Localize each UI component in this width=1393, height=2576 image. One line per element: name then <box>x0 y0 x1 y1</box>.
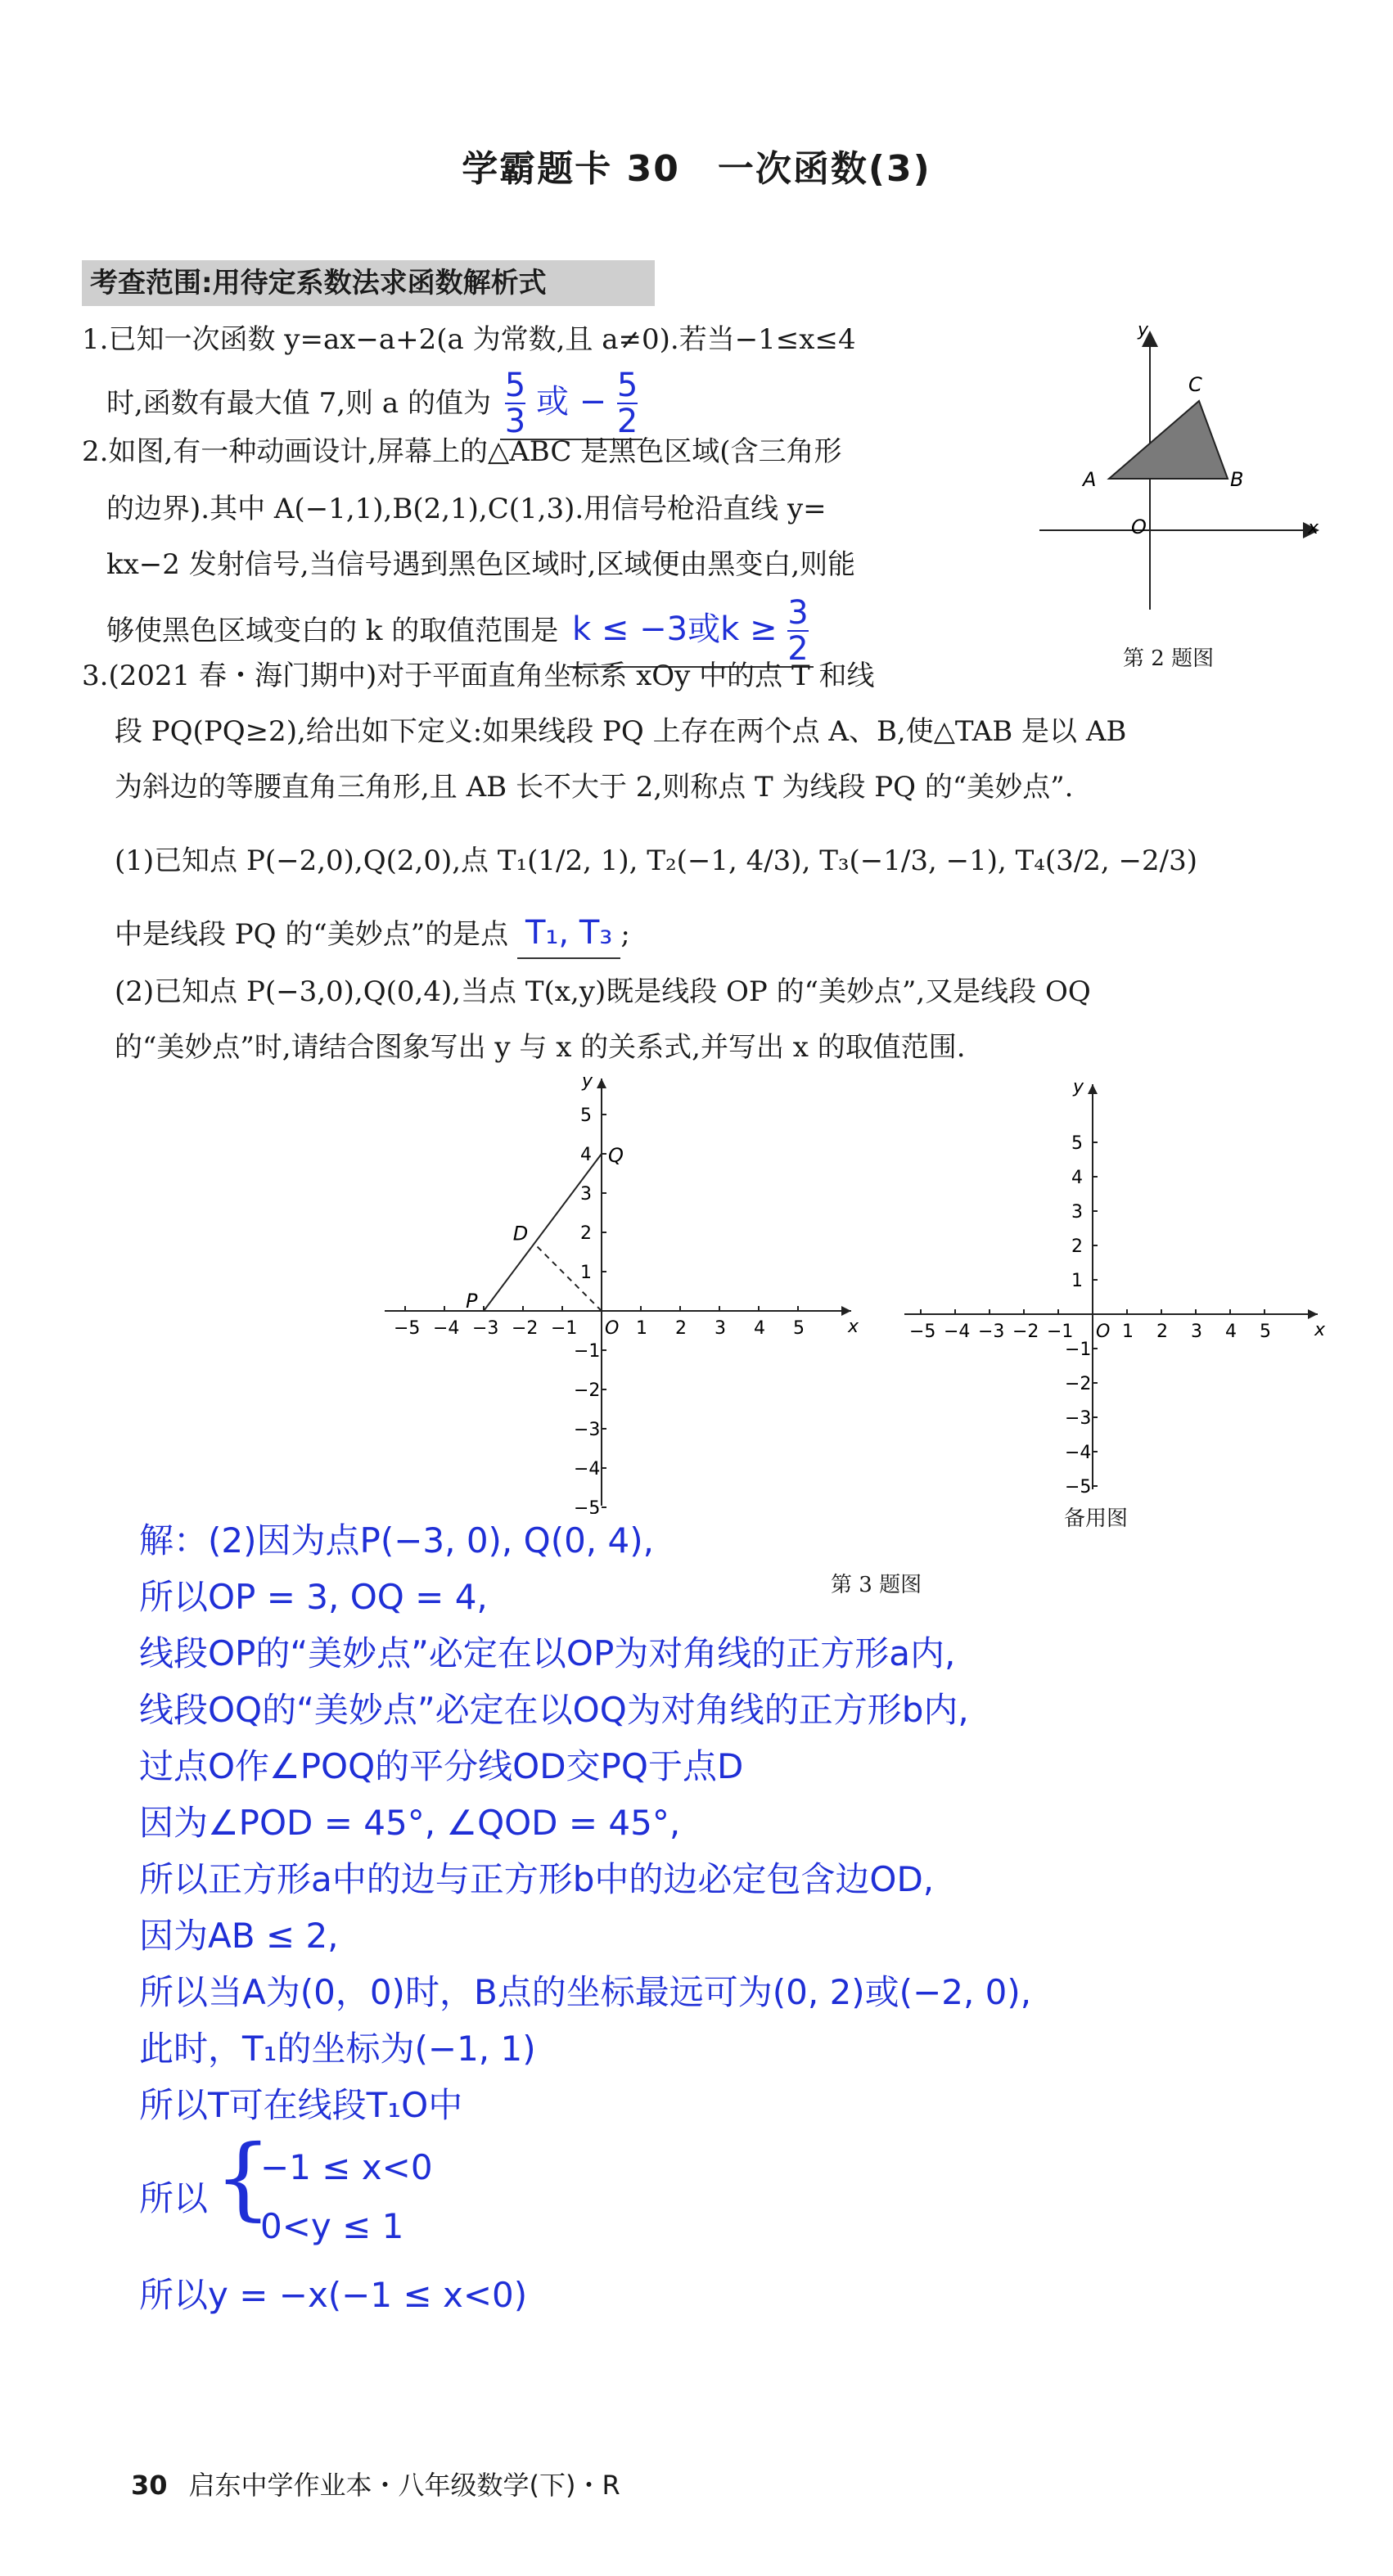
solution-line-6: 因为∠POD = 45°, ∠QOD = 45°, <box>139 1803 681 1843</box>
solution-line-12-prefix: 所以 <box>139 2178 209 2218</box>
footer-text: 启东中学作业本・八年级数学(下)・R <box>188 2470 620 2501</box>
spare-x-tick-label: −3 <box>978 1322 1005 1342</box>
q3-part1-line2-prefix: 中是线段 PQ 的“美妙点”的是点 <box>115 918 509 951</box>
q3-x-tick-label: 2 <box>675 1318 687 1339</box>
q2-figure <box>1023 319 1326 622</box>
q3-x-tick-label: −4 <box>433 1318 460 1339</box>
q2-line2: 的边界).其中 A(−1,1),B(2,1),C(1,3).用信号枪沿直线 y= <box>106 493 827 525</box>
spare-x-tick-label: −5 <box>909 1322 936 1342</box>
q3-line2: 段 PQ(PQ≥2),给出如下定义:如果线段 PQ 上存在两个点 A、B,使△TAB 是以 AB <box>115 715 1127 748</box>
footer <box>131 2465 620 2502</box>
q3-x-label: x <box>848 1317 859 1337</box>
solution-line-1: 解：(2)因为点P(−3, 0), Q(0, 4), <box>139 1520 654 1560</box>
q3-point-t1: T₁(1/2, 1) <box>497 844 629 877</box>
q3-x-tick-label: −2 <box>512 1318 539 1339</box>
spare-x-arrow <box>1308 1309 1318 1319</box>
q3-x-tick-label: −5 <box>394 1318 421 1339</box>
q3-y-tick-label: −5 <box>574 1498 601 1514</box>
spare-x-tick-label: 2 <box>1156 1322 1168 1342</box>
q3-y-tick-label: −4 <box>574 1459 601 1479</box>
frac-den: 2 <box>616 403 638 440</box>
q3-graph <box>381 1072 863 1514</box>
solution-system-2: 0<y ≤ 1 <box>260 2206 404 2246</box>
spare-x-tick-label: −2 <box>1012 1322 1039 1342</box>
q3-x-tick-label: −1 <box>551 1318 578 1339</box>
spare-y-tick-label: 1 <box>1071 1271 1083 1291</box>
q1-line1: 1.已知一次函数 y=ax−a+2(a 为常数,且 a≠0).若当−1≤x≤4 <box>82 323 856 356</box>
solution-line-5: 过点O作∠POQ的平分线OD交PQ于点D <box>139 1746 744 1786</box>
q3-x-tick-label: 1 <box>636 1318 647 1339</box>
q2-line1: 2.如图,有一种动画设计,屏幕上的△ABC 是黑色区域(含三角形 <box>82 435 842 468</box>
frac-num: 5 <box>504 367 526 404</box>
q2-y-label: y <box>1138 320 1149 340</box>
spare-y-arrow <box>1088 1084 1098 1094</box>
spare-y-tick-label: −2 <box>1065 1374 1092 1394</box>
q2-answer-text: k ≤ −3或k ≥ <box>572 610 778 648</box>
spare-x-tick-label: 5 <box>1260 1322 1271 1342</box>
q3-part1-line1: (1)已知点 P(−2,0),Q(2,0),点 T₁(1/2, 1), T₂(−1, 4/3), T₃(−1/3, −1), T₄(3/2, −2/3) <box>115 844 1197 877</box>
q3-y-arrow <box>597 1079 606 1088</box>
scope-banner: 考查范围:用待定系数法求函数解析式 <box>82 260 655 306</box>
q2-x-label: x <box>1308 518 1319 538</box>
q3-point-t2: T₂(−1, 4/3) <box>647 844 802 877</box>
solution-line-10: 此时，T₁的坐标为(−1, 1) <box>139 2029 536 2069</box>
q2-point-a-label: A <box>1083 468 1097 491</box>
spare-y-tick-label: −1 <box>1065 1340 1092 1360</box>
frac-num: 3 <box>787 594 809 632</box>
spare-y-tick-label: 2 <box>1071 1236 1083 1257</box>
q3-y-label: y <box>582 1072 593 1092</box>
q2-origin-label: O <box>1131 516 1147 538</box>
spare-y-label: y <box>1073 1080 1084 1097</box>
q3-origin-label: O <box>605 1318 620 1339</box>
q3-line1: 3.(2021 春・海门期中)对于平面直角坐标系 xOy 中的点 T 和线 <box>82 660 875 692</box>
solution-line-8: 因为AB ≤ 2, <box>139 1916 339 1956</box>
solution-line-7: 所以正方形a中的边与正方形b中的边必定包含边OD, <box>139 1859 935 1899</box>
point-p-label: P <box>466 1290 478 1313</box>
q2-triangle-abc <box>1109 401 1228 479</box>
q1-answer-mid: 或 − <box>535 383 607 421</box>
q3-x-tick-label: 3 <box>715 1318 726 1339</box>
q3-part1-line2 <box>115 908 630 959</box>
q3-x-tick-label: −3 <box>472 1318 499 1339</box>
q3-point-t3: T₃(−1/3, −1) <box>819 844 998 877</box>
q2-point-c-label: C <box>1188 373 1202 396</box>
q3-point-t4: T₄(3/2, −2/3) <box>1015 844 1197 877</box>
spare-y-tick-label: 4 <box>1071 1168 1083 1188</box>
frac-num: 5 <box>616 367 638 404</box>
spare-x-tick-label: 1 <box>1122 1322 1134 1342</box>
q3-spare-graph <box>900 1080 1326 1506</box>
q2-point-b-label: B <box>1230 468 1244 491</box>
q3-part2-line1: (2)已知点 P(−3,0),Q(0,4),当点 T(x,y)既是线段 OP 的“美妙点”,又是线段 OQ <box>115 975 1091 1008</box>
point-q-label: Q <box>608 1144 624 1167</box>
q2-line4-prefix: 够使黑色区域变白的 k 的取值范围是 <box>106 615 559 647</box>
spare-origin-label: O <box>1096 1322 1111 1342</box>
spare-y-tick-label: 5 <box>1071 1133 1083 1154</box>
q3-part1-end: ; <box>620 918 630 951</box>
spare-x-tick-label: 4 <box>1225 1322 1237 1342</box>
solution-line-11: 所以T可在线段T₁O中 <box>139 2085 463 2125</box>
solution-system-1: −1 ≤ x<0 <box>260 2147 433 2187</box>
q3-spare-caption: 备用图 <box>1064 1506 1129 1531</box>
page-title: 学霸题卡 30 一次函数(3) <box>462 148 931 190</box>
point-d-label: D <box>512 1222 529 1245</box>
q3-y-tick-label: −3 <box>574 1420 601 1440</box>
spare-y-tick-label: −3 <box>1065 1408 1092 1429</box>
spare-x-tick-label: −1 <box>1047 1322 1074 1342</box>
q3-y-tick-label: 3 <box>580 1184 592 1205</box>
spare-y-tick-label: −4 <box>1065 1443 1092 1463</box>
q3-part2-line2: 的“美妙点”时,请结合图象写出 y 与 x 的关系式,并写出 x 的取值范围. <box>115 1031 966 1064</box>
spare-x-tick-label: 3 <box>1191 1322 1202 1342</box>
solution-line-9: 所以当A为(0，0)时，B点的坐标最远可为(0, 2)或(−2, 0), <box>139 1972 1032 2012</box>
spare-x-tick-label: −4 <box>944 1322 971 1342</box>
q3-y-tick-label: 2 <box>580 1223 592 1244</box>
spare-y-tick-label: 3 <box>1071 1202 1083 1223</box>
system-brace: { <box>214 2125 272 2230</box>
spare-x-label: x <box>1314 1320 1326 1340</box>
solution-line-13: 所以y = −x(−1 ≤ x<0) <box>139 2275 528 2315</box>
q3-x-tick-label: 4 <box>754 1318 765 1339</box>
q2-line3: kx−2 发射信号,当信号遇到黑色区域时,区域便由黑变白,则能 <box>106 548 856 581</box>
page-number: 30 <box>131 2470 168 2501</box>
frac-den: 2 <box>787 630 809 668</box>
q1-line2-prefix: 时,函数有最大值 7,则 a 的值为 <box>106 387 491 420</box>
q3-y-tick-label: −1 <box>574 1341 601 1362</box>
solution-line-2: 所以OP = 3, OQ = 4, <box>139 1577 488 1617</box>
q3-y-tick-label: 5 <box>580 1106 592 1126</box>
spare-y-tick-label: −5 <box>1065 1477 1092 1497</box>
solution-line-4: 线段OQ的“美妙点”必定在以OQ为对角线的正方形b内, <box>139 1690 969 1730</box>
frac-den: 3 <box>504 403 526 440</box>
q3-caption: 第 3 题图 <box>831 1573 922 1597</box>
q3-y-tick-label: 4 <box>580 1145 592 1165</box>
solution-line-3: 线段OP的“美妙点”必定在以OP为对角线的正方形a内, <box>139 1633 956 1673</box>
q3-x-tick-label: 5 <box>793 1318 805 1339</box>
q3-line3: 为斜边的等腰直角三角形,且 AB 长不大于 2,则称点 T 为线段 PQ 的“美妙点”. <box>115 771 1074 804</box>
q3-y-tick-label: 1 <box>580 1263 592 1283</box>
q3-y-tick-label: −2 <box>574 1380 601 1401</box>
q3-part1-answer: T₁, T₃ <box>517 908 620 959</box>
q3-part1-prefix: (1)已知点 P(−2,0),Q(2,0),点 <box>115 844 489 877</box>
q3-x-arrow <box>841 1306 851 1316</box>
q2-caption: 第 2 题图 <box>1123 646 1215 671</box>
